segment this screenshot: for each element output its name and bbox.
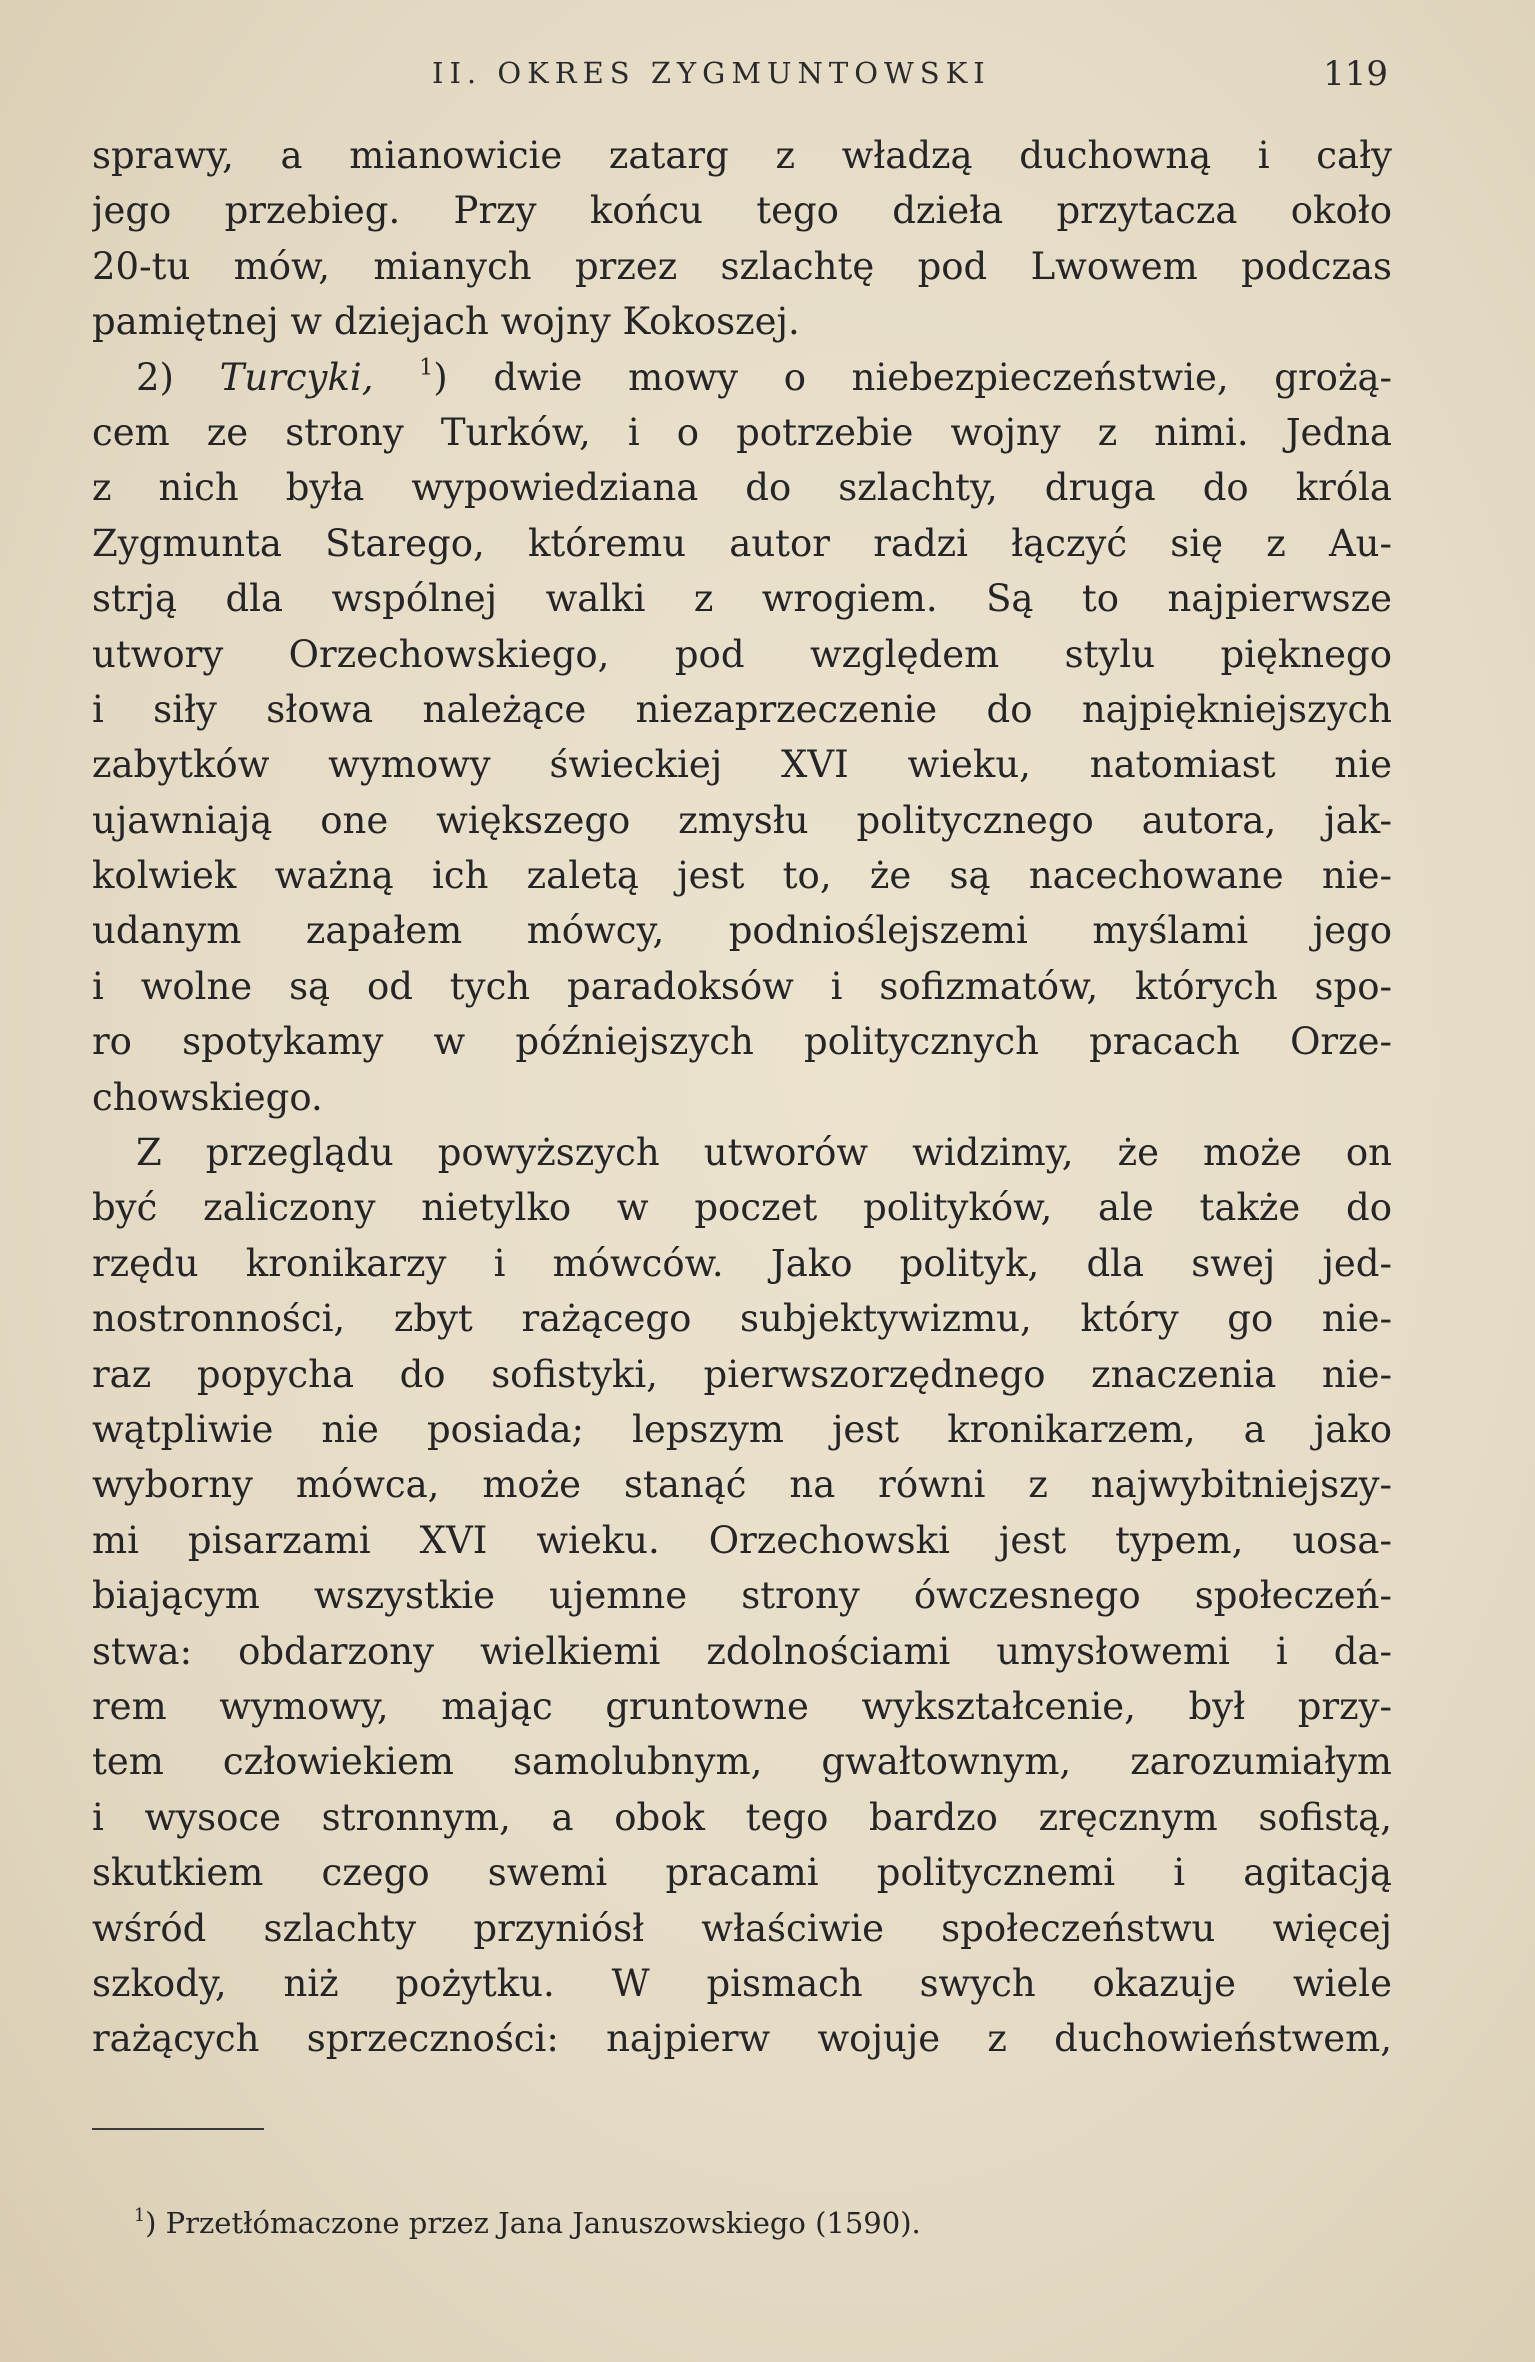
page-number: 119 <box>1323 54 1388 94</box>
text-line: być zaliczony nietylko w poczet polityków, ale także do <box>92 1186 1392 1230</box>
text-line: chowskiego. <box>92 1075 323 1119</box>
footnote-marker-paren: ) <box>145 2206 157 2240</box>
text-line: ujawniają one większego zmysłu politycznego autora, jak- <box>92 798 1392 842</box>
text-line: i siły słowa należące niezaprzeczenie do najpiękniejszych <box>92 687 1392 731</box>
text-line: skutkiem czego swemi pracami politycznemi i agitacją <box>92 1851 1392 1895</box>
text-line: mi pisarzami XVI wieku. Orzechowski jest typem, uosa- <box>92 1518 1392 1562</box>
text-line: rzędu kronikarzy i mówców. Jako polityk, dla swej jed- <box>92 1241 1392 1285</box>
body-text <box>92 128 1392 2067</box>
text-line: sprawy, a mianowicie zatarg z władzą duchowną i cały <box>92 134 1392 177</box>
text-line: i wysoce stronnym, a obok tego bardzo zręcznym sofistą, <box>92 1795 1392 1839</box>
footnote-text: Przetłómaczone przez Jana Januszowskiego (1590). <box>156 2206 921 2240</box>
text-line: pamiętnej w dziejach wojny Kokoszej. <box>92 300 800 344</box>
text-line: nostronności, zbyt rażącego subjektywizmu, który go nie- <box>92 1297 1392 1341</box>
text-line: ro spotykamy w późniejszych politycznych pracach Orze- <box>92 1020 1392 1064</box>
text-line: wśród szlachty przyniósł właściwie społeczeństwu więcej <box>92 1906 1392 1950</box>
text-line: zabytków wymowy świeckiej XVI wieku, natomiast nie <box>92 743 1392 787</box>
text-line <box>92 350 1392 405</box>
text-line: 20-tu mów, mianych przez szlachtę pod Lwowem podczas <box>92 244 1392 288</box>
text-line: z nich była wypowiedziana do szlachty, druga do króla <box>92 466 1392 510</box>
work-title: Turcyki, <box>219 355 374 399</box>
text-line: strją dla wspólnej walki z wrogiem. Są to najpierwsze <box>92 577 1392 621</box>
paragraph-2 <box>92 350 1392 1125</box>
list-number: 2) <box>136 355 220 399</box>
footnote-marker: 1 <box>134 2205 146 2226</box>
footnote <box>134 2206 921 2240</box>
text-line: raz popycha do sofistyki, pierwszorzędnego znaczenia nie- <box>92 1352 1392 1396</box>
text-line: jego przebieg. Przy końcu tego dzieła przytacza około <box>92 189 1392 233</box>
text-line: Zygmunta Starego, któremu autor radzi łączyć się z Au- <box>92 521 1392 565</box>
text-line: wątpliwie nie posiada; lepszym jest kronikarzem, a jako <box>92 1407 1392 1451</box>
text-line: cem ze strony Turków, i o potrzebie wojny z nimi. Jedna <box>92 410 1392 454</box>
text-line: rażących sprzeczności: najpierw wojuje z duchowieństwem, <box>92 2017 1392 2061</box>
paragraph-3 <box>92 1125 1392 2067</box>
paragraph-1 <box>92 128 1392 350</box>
footnote-divider <box>92 2128 264 2130</box>
text-line: szkody, niż pożytku. W pismach swych okazuje wiele <box>92 1961 1392 2005</box>
text-line: udanym zapałem mówcy, podnioślejszemi myślami jego <box>92 909 1392 953</box>
text-line: utwory Orzechowskiego, pod względem stylu pięknego <box>92 632 1392 676</box>
text-fragment: ) dwie mowy o niebezpieczeństwie, grożą- <box>433 355 1392 399</box>
text-line: biającym wszystkie ujemne strony ówczesnego społeczeń- <box>92 1574 1392 1618</box>
footnote-reference: 1 <box>419 354 434 381</box>
text-line: Z przeglądu powyższych utworów widzimy, że może on <box>136 1131 1392 1175</box>
text-line: i wolne są od tych paradoksów i sofizmatów, których spo- <box>92 964 1392 1008</box>
text-line: stwa: obdarzony wielkiemi zdolnościami umysłowemi i da- <box>92 1629 1392 1673</box>
text-line: rem wymowy, mając gruntowne wykształcenie, był przy- <box>92 1684 1392 1728</box>
text-line: tem człowiekiem samolubnym, gwałtownym, zarozumiałym <box>92 1740 1392 1784</box>
text-line: kolwiek ważną ich zaletą jest to, że są nacechowane nie- <box>92 854 1392 898</box>
chapter-running-title: II. OKRES ZYGMUNTOWSKI <box>432 56 991 90</box>
running-head <box>90 52 1400 104</box>
text-line: wyborny mówca, może stanąć na równi z najwybitniejszy- <box>92 1463 1392 1507</box>
